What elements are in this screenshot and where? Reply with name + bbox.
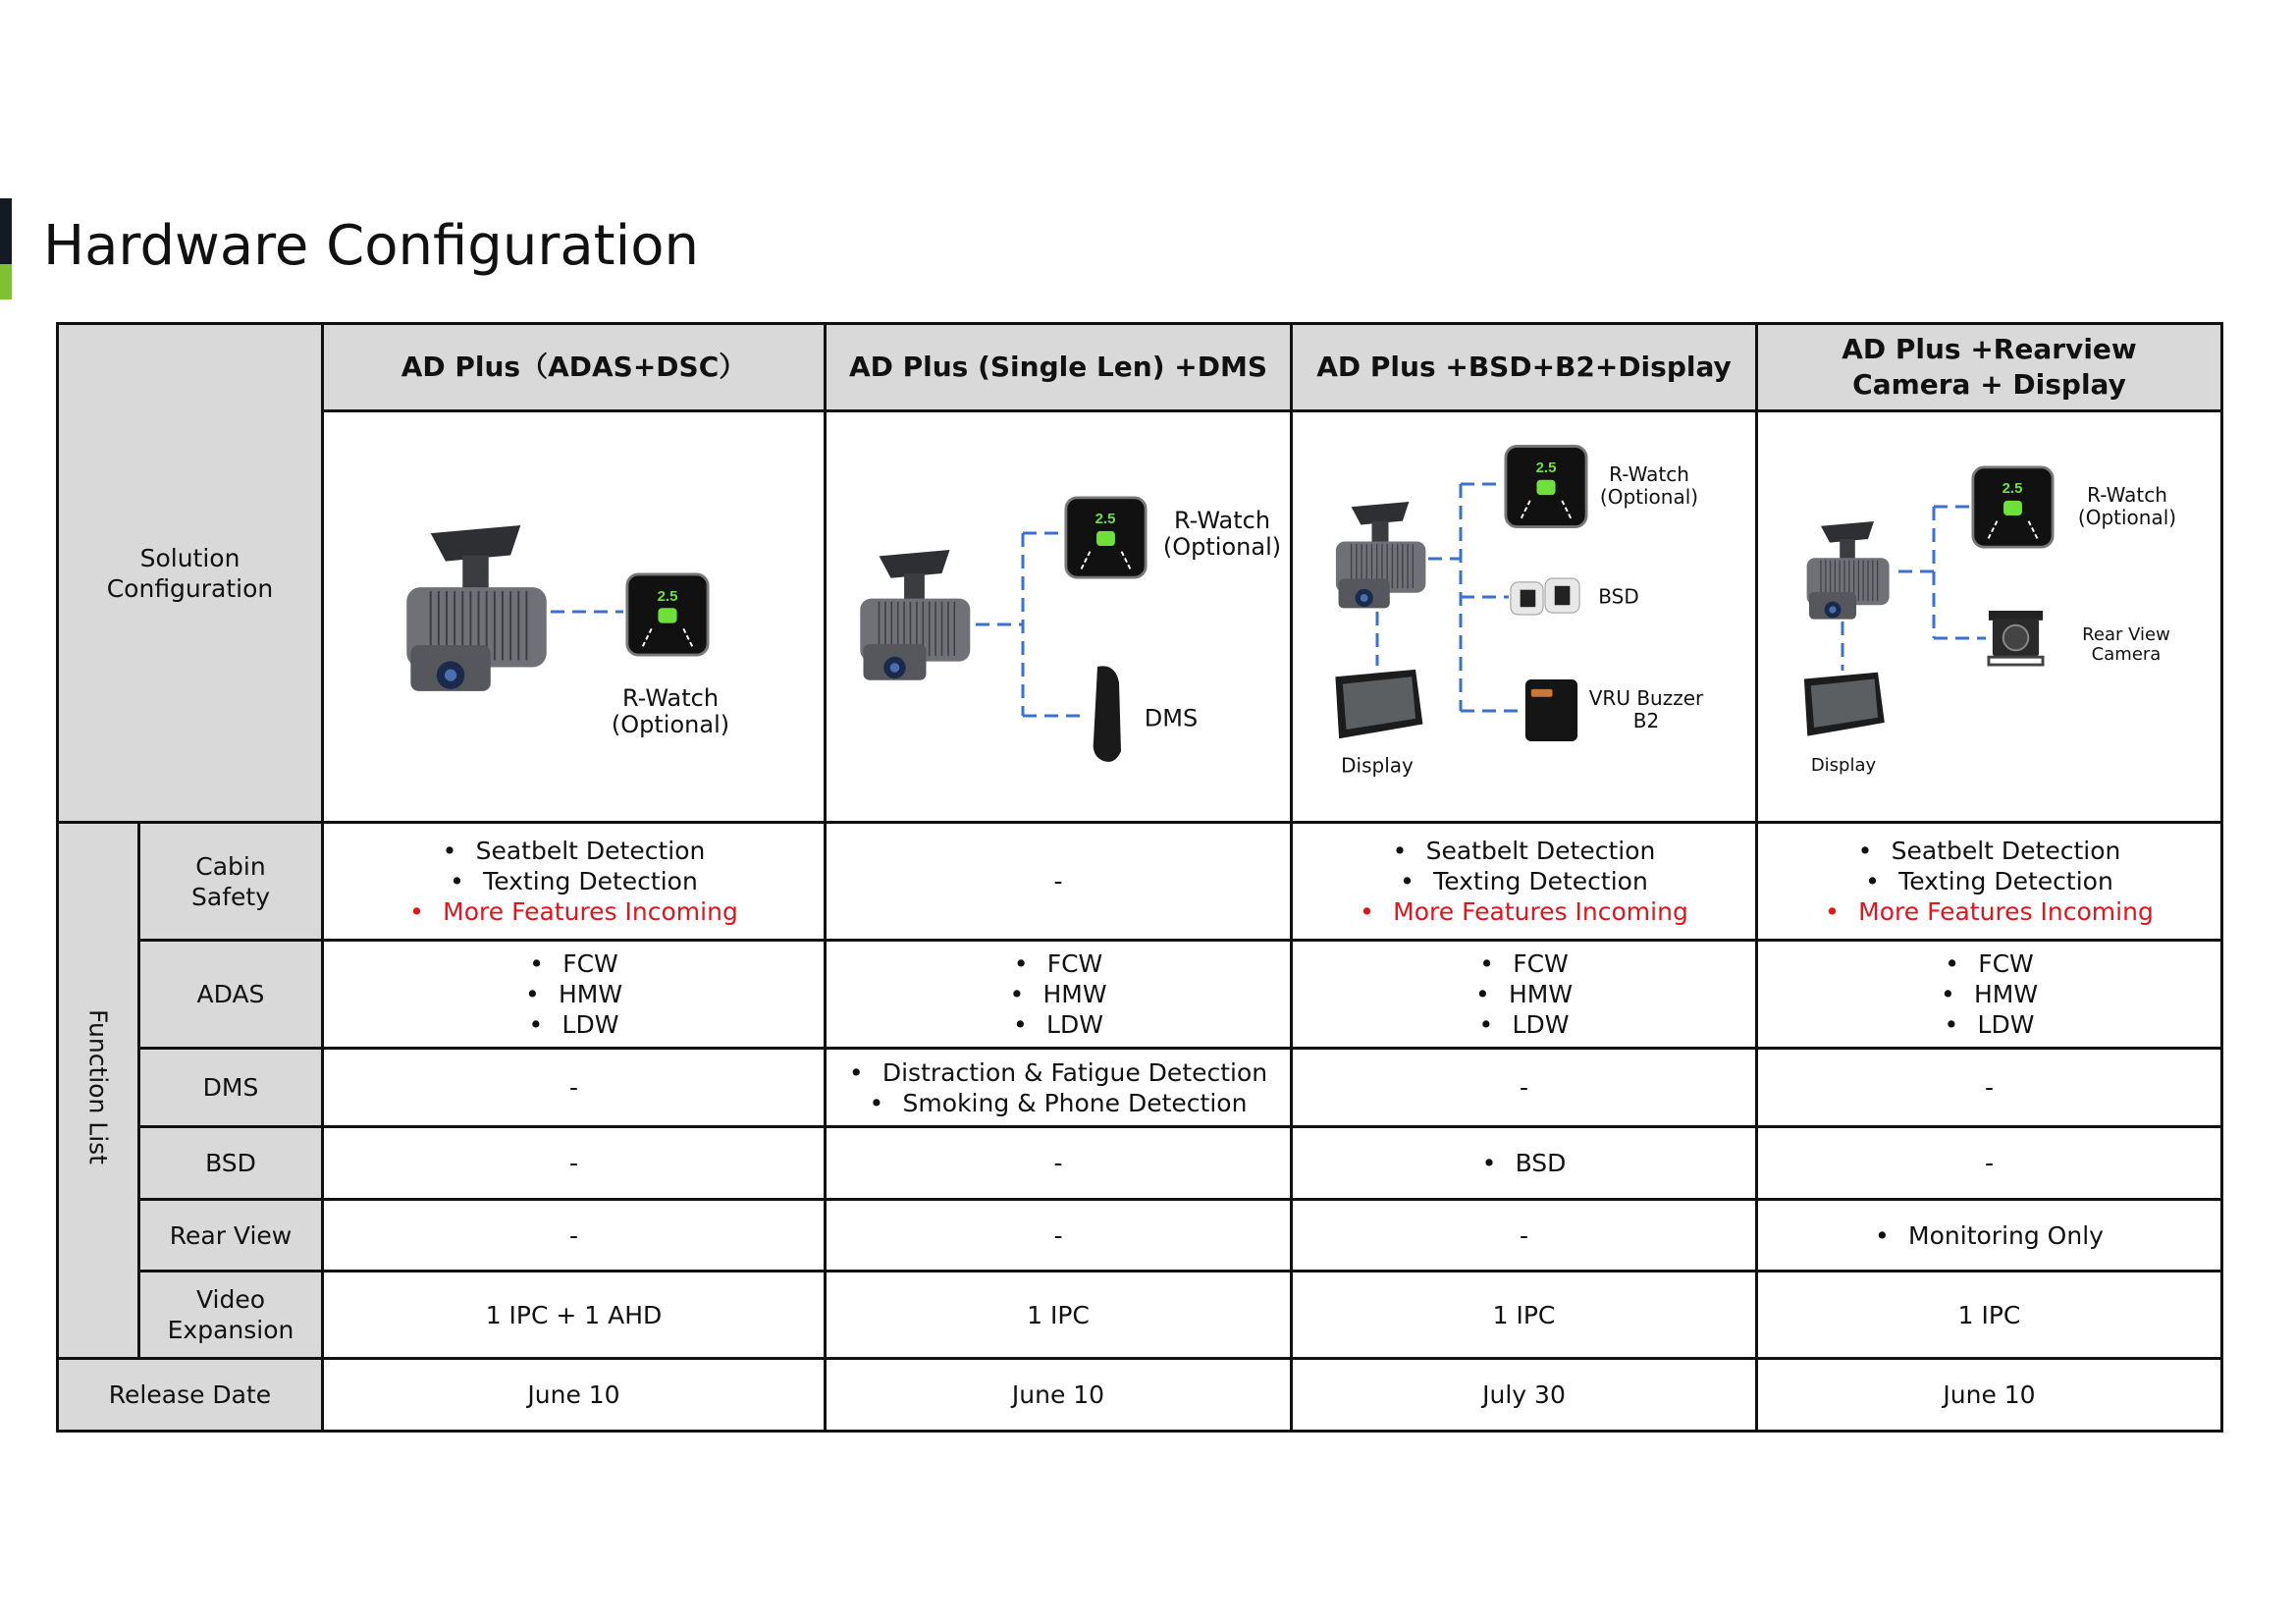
feature-item: • FCW (1009, 948, 1106, 979)
bsd-label: BSD (1598, 584, 1639, 609)
bsd-camera-icon (1511, 578, 1579, 615)
feature-item: • Seatbelt Detection (1825, 836, 2154, 866)
dms-cell-1: - (323, 1049, 826, 1127)
adas-cell-1 (323, 941, 826, 1049)
feature-item-upcoming: • More Features Incoming (409, 896, 738, 927)
rwatch-text: R-Watch (1173, 507, 1271, 534)
row-label-dms: DMS (139, 1049, 323, 1127)
feature-item: • Texting Detection (409, 866, 738, 896)
feature-item: • LDW (1941, 1009, 2038, 1040)
rwatch-value: 2.5 (1095, 511, 1116, 527)
bsd-cell-2: - (826, 1127, 1292, 1200)
optional-text: (Optional) (2077, 506, 2177, 529)
title-accent-green (0, 264, 12, 299)
video-cell-2: 1 IPC (826, 1272, 1292, 1359)
config-diagram-3 (1292, 411, 1757, 823)
feature-item: • FCW (1941, 948, 2038, 979)
video-cell-1: 1 IPC + 1 AHD (323, 1272, 826, 1359)
rwatch-value: 2.5 (657, 588, 678, 605)
feature-item: • HMW (1941, 979, 2038, 1009)
column-header-4: AD Plus +Rearview Camera + Display (1757, 324, 2222, 411)
dashcam-icon (406, 525, 546, 691)
rear-cell-4 (1757, 1200, 2222, 1272)
dashcam-icon (1807, 521, 1890, 620)
release-cell-3: July 30 (1292, 1359, 1757, 1432)
rwatch-label (1600, 463, 1698, 509)
diagram-1-svg (324, 412, 827, 824)
adas-cell-4 (1757, 941, 2222, 1049)
rwatch-text: R-Watch (2087, 483, 2167, 507)
row-label-rear-view: Rear View (139, 1200, 323, 1272)
release-cell-4: June 10 (1757, 1359, 2222, 1432)
cabin-cell-2: - (826, 823, 1292, 941)
row-label-adas: ADAS (139, 941, 323, 1049)
dms-camera-icon (1094, 666, 1121, 762)
column-header-1: AD Plus（ADAS+DSC） (323, 324, 826, 411)
bsd-cell-4: - (1757, 1127, 2222, 1200)
rear-cell-2: - (826, 1200, 1292, 1272)
rwatch-text: R-Watch (621, 684, 720, 712)
display-monitor-icon (1804, 673, 1885, 736)
vru-buzzer-icon (1525, 679, 1577, 741)
feature-item: • Texting Detection (1360, 866, 1688, 896)
rwatch-label (1163, 508, 1281, 561)
display-label: Display (1810, 755, 1877, 776)
display-monitor-icon (1335, 670, 1422, 738)
cabin-cell-3 (1292, 823, 1757, 941)
feature-item-upcoming: • More Features Incoming (1360, 896, 1688, 927)
solution-config-label: Solution Configuration (58, 324, 323, 823)
feature-item: • HMW (1475, 979, 1573, 1009)
feature-item: • Distraction & Fatigue Detection (849, 1057, 1267, 1088)
page-title: Hardware Configuration (43, 214, 699, 278)
rwatch-label (612, 685, 729, 738)
feature-item: • HMW (1009, 979, 1106, 1009)
column-header-3: AD Plus +BSD+B2+Display (1292, 324, 1757, 411)
rwatch-icon (627, 574, 708, 655)
cabin-cell-4 (1757, 823, 2222, 941)
feature-item: • Texting Detection (1825, 866, 2154, 896)
buzzer-model-text: B2 (1632, 709, 1660, 732)
row-label-release-date: Release Date (58, 1359, 323, 1432)
feature-item: • LDW (525, 1009, 622, 1040)
release-cell-2: June 10 (826, 1359, 1292, 1432)
feature-item: • Smoking & Phone Detection (849, 1088, 1267, 1118)
dashcam-icon (860, 550, 970, 680)
column-header-2: AD Plus (Single Len) +DMS (826, 324, 1292, 411)
rear-camera-text: Rear View (2082, 624, 2170, 645)
camera-text: Camera (2091, 644, 2162, 665)
display-label: Display (1341, 753, 1414, 778)
video-cell-4: 1 IPC (1757, 1272, 2222, 1359)
config-diagram-4 (1757, 411, 2222, 823)
feature-item: • FCW (1475, 948, 1573, 979)
dms-cell-4: - (1757, 1049, 2222, 1127)
rear-cell-3: - (1292, 1200, 1757, 1272)
function-list-text: Function List (83, 1009, 113, 1164)
feature-item: • BSD (1482, 1148, 1567, 1178)
function-list-label (58, 823, 139, 1359)
rwatch-label (2078, 484, 2176, 529)
title-accent-dark (0, 198, 12, 264)
rwatch-value: 2.5 (1535, 460, 1557, 476)
cabin-cell-1 (323, 823, 826, 941)
rear-cell-1: - (323, 1200, 826, 1272)
row-label-video-expansion: Video Expansion (139, 1272, 323, 1359)
row-label-cabin: Cabin Safety (139, 823, 323, 941)
optional-text: (Optional) (611, 711, 730, 738)
config-diagram-2 (826, 411, 1292, 823)
feature-item: • LDW (1009, 1009, 1106, 1040)
release-cell-1: June 10 (323, 1359, 826, 1432)
rwatch-text: R-Watch (1609, 462, 1689, 486)
feature-item: • FCW (525, 948, 622, 979)
buzzer-label (1589, 687, 1704, 732)
dashcam-icon (1336, 502, 1425, 608)
rear-view-camera-icon (1989, 611, 2043, 665)
optional-text: (Optional) (1162, 533, 1282, 561)
rwatch-icon (1506, 446, 1586, 526)
diagram-2-svg (827, 412, 1293, 824)
feature-item: • HMW (525, 979, 622, 1009)
optional-text: (Optional) (1599, 485, 1699, 509)
feature-item-upcoming: • More Features Incoming (1825, 896, 2154, 927)
hardware-config-table (56, 322, 2223, 1433)
bsd-cell-3 (1292, 1127, 1757, 1200)
feature-item: • Seatbelt Detection (409, 836, 738, 866)
config-diagram-1 (323, 411, 826, 823)
dms-cell-3: - (1292, 1049, 1757, 1127)
buzzer-text: VRU Buzzer (1588, 686, 1704, 710)
feature-item: • Monitoring Only (1875, 1220, 2104, 1251)
adas-cell-3 (1292, 941, 1757, 1049)
rwatch-value: 2.5 (2002, 480, 2023, 497)
dms-cell-2 (826, 1049, 1292, 1127)
feature-item: • Seatbelt Detection (1360, 836, 1688, 866)
dms-label: DMS (1144, 704, 1199, 732)
rear-camera-label (2082, 625, 2170, 665)
video-cell-3: 1 IPC (1292, 1272, 1757, 1359)
row-label-bsd: BSD (139, 1127, 323, 1200)
bsd-cell-1: - (323, 1127, 826, 1200)
adas-cell-2 (826, 941, 1292, 1049)
feature-item: • LDW (1475, 1009, 1573, 1040)
